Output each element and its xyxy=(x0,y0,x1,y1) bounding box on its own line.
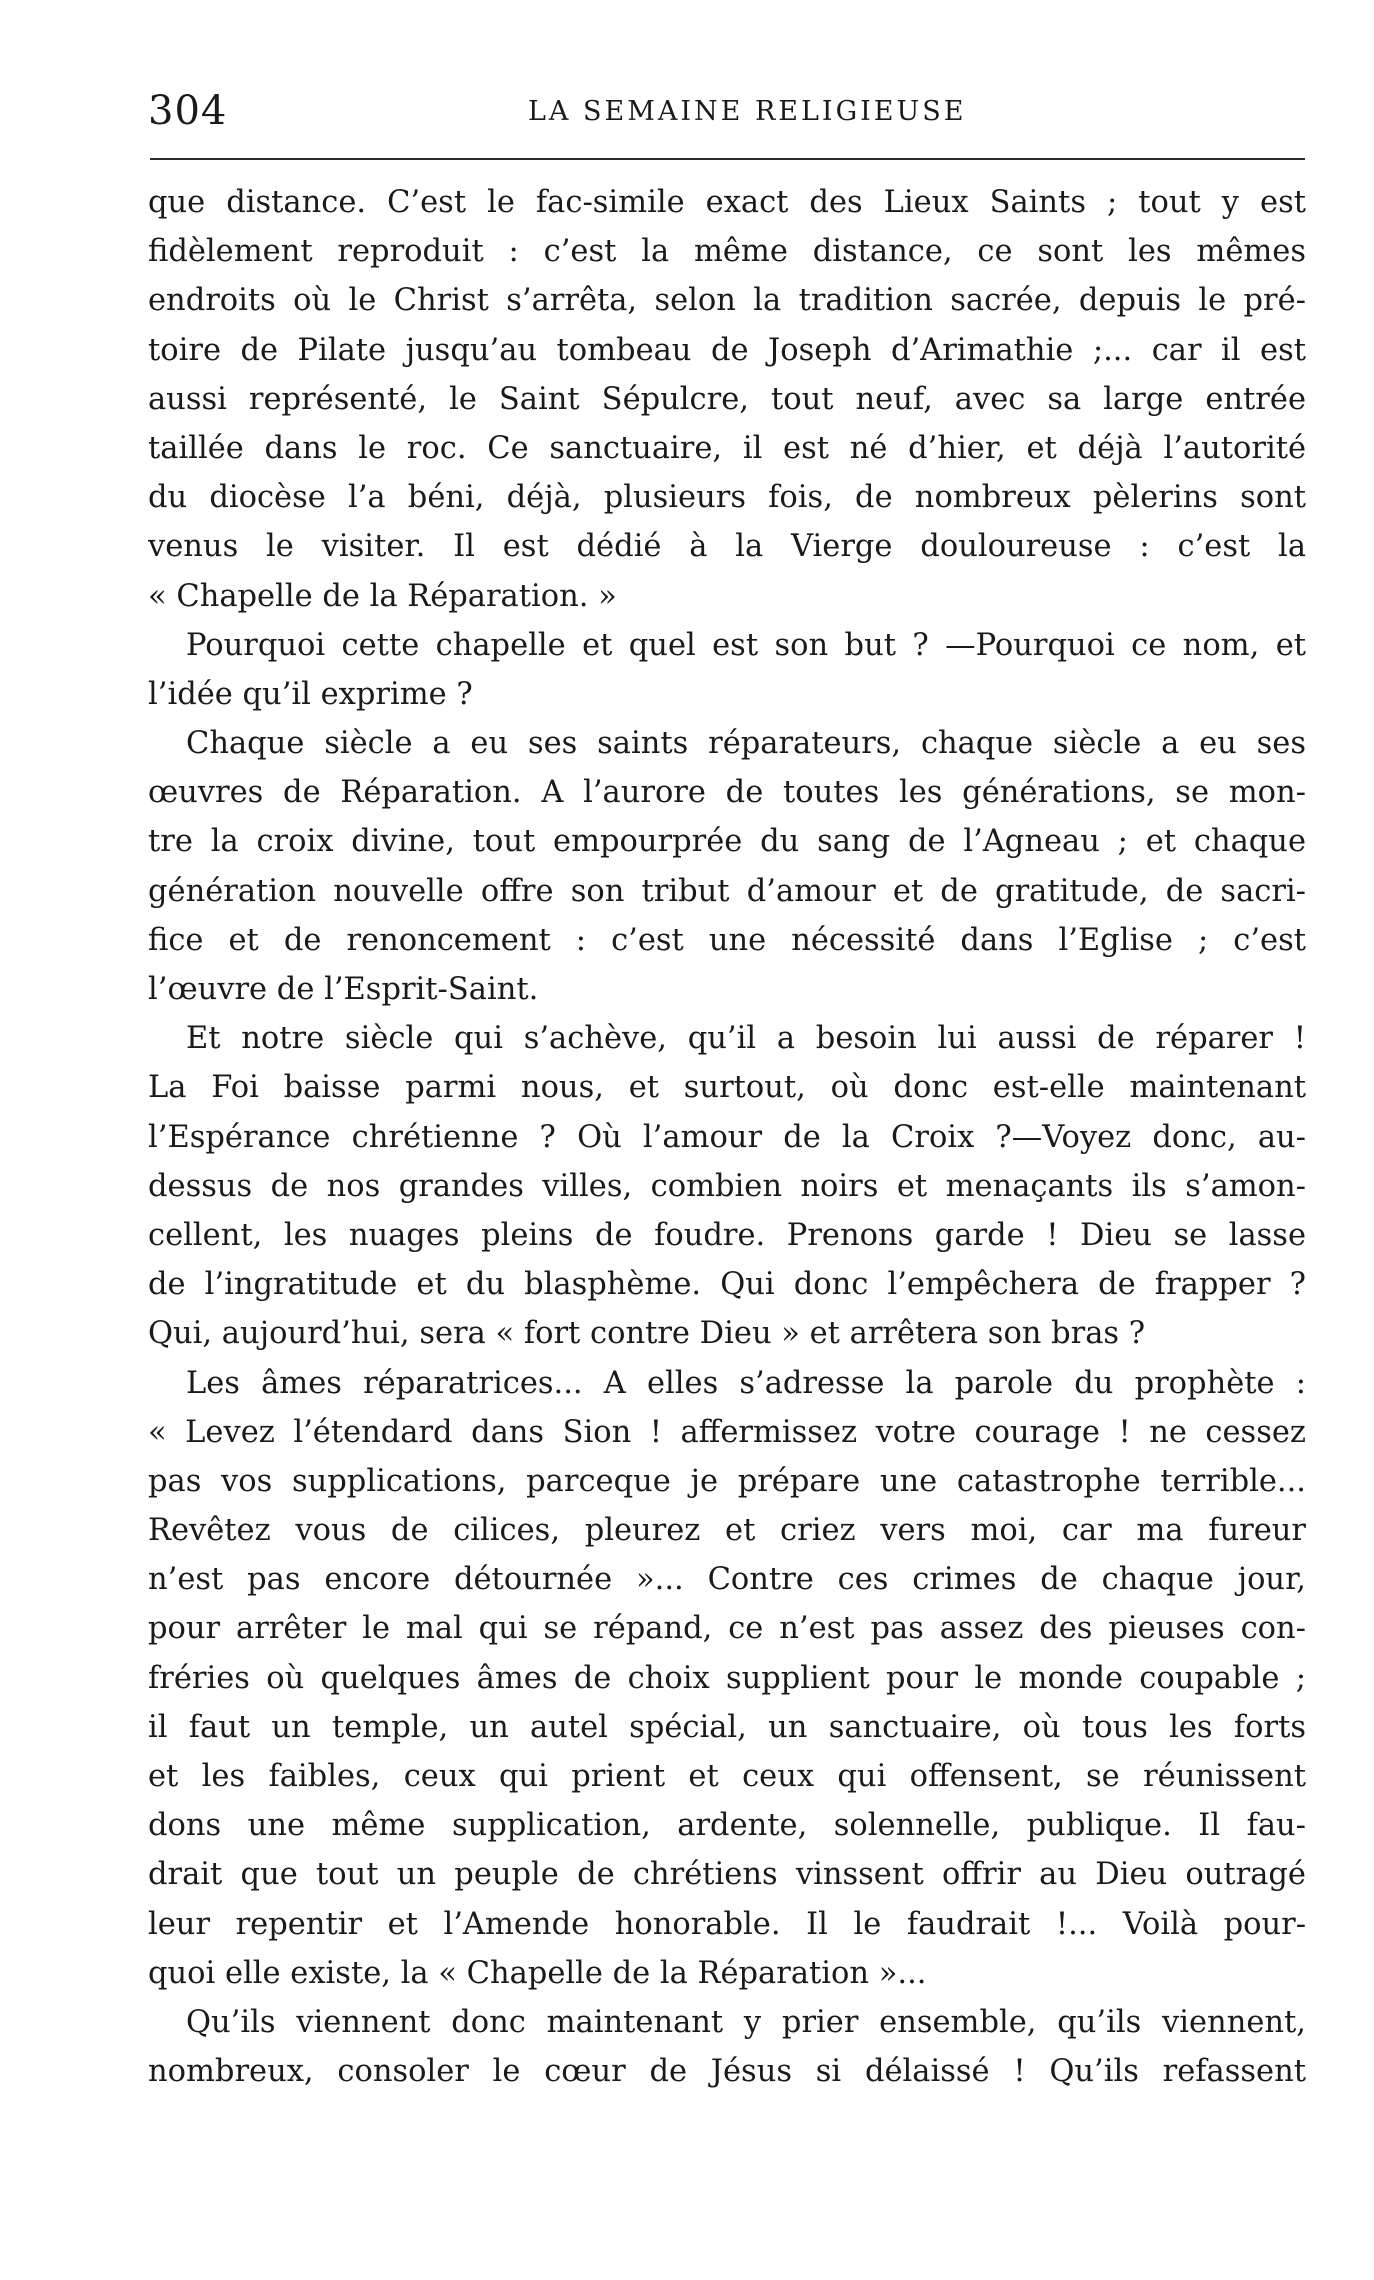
text-line: dons une même supplication, ardente, solennelle, publique. Il fau- xyxy=(148,1808,1306,1844)
text-line: leur repentir et l’Amende honorable. Il le faudrait !... Voilà pour- xyxy=(148,1906,1306,1942)
text-line: Revêtez vous de cilices, pleurez et criez vers moi, car ma fureur xyxy=(148,1513,1306,1549)
text-line: Chaque siècle a eu ses saints réparateurs, chaque siècle a eu ses xyxy=(186,726,1306,762)
body-text xyxy=(148,178,1306,2096)
text-line: l’idée qu’il exprime ? xyxy=(148,676,473,712)
text-line: fréries où quelques âmes de choix supplient pour le monde coupable ; xyxy=(148,1660,1306,1696)
text-line: endroits où le Christ s’arrêta, selon la tradition sacrée, depuis le pré- xyxy=(148,283,1306,319)
text-line: que distance. C’est le fac-simile exact des Lieux Saints ; tout y est xyxy=(148,185,1306,220)
text-line: n’est pas encore détournée »... Contre ces crimes de chaque jour, xyxy=(148,1562,1306,1598)
running-title: LA SEMAINE RELIGIEUSE xyxy=(528,96,967,127)
text-line: tre la croix divine, tout empourprée du sang de l’Agneau ; et chaque xyxy=(148,824,1306,860)
text-line: « Levez l’étendard dans Sion ! affermissez votre courage ! ne cessez xyxy=(148,1414,1306,1450)
text-line: du diocèse l’a béni, déjà, plusieurs fois, de nombreux pèlerins sont xyxy=(148,480,1306,516)
text-line: fidèlement reproduit : c’est la même distance, ce sont les mêmes xyxy=(148,234,1306,270)
text-line: toire de Pilate jusqu’au tombeau de Joseph d’Arimathie ;... car il est xyxy=(148,332,1306,368)
text-line: aussi représenté, le Saint Sépulcre, tout neuf, avec sa large entrée xyxy=(148,381,1306,417)
text-line: quoi elle existe, la « Chapelle de la Réparation »... xyxy=(148,1955,927,1991)
running-head xyxy=(148,88,1306,148)
text-line: Pourquoi cette chapelle et quel est son but ? —Pourquoi ce nom, et xyxy=(186,627,1306,663)
header-rule xyxy=(150,158,1305,160)
text-line: et les faibles, ceux qui prient et ceux qui offensent, se réunissent xyxy=(148,1759,1306,1794)
text-line: de l’ingratitude et du blasphème. Qui donc l’empêchera de frapper ? xyxy=(148,1267,1306,1303)
text-line: il faut un temple, un autel spécial, un sanctuaire, où tous les forts xyxy=(148,1709,1306,1745)
text-line: Les âmes réparatrices... A elles s’adresse la parole du prophète : xyxy=(186,1365,1306,1401)
text-line: cellent, les nuages pleins de foudre. Prenons garde ! Dieu se lasse xyxy=(148,1217,1306,1253)
text-line: pour arrêter le mal qui se répand, ce n’est pas assez des pieuses con- xyxy=(148,1611,1306,1647)
text-line: Et notre siècle qui s’achève, qu’il a besoin lui aussi de réparer ! xyxy=(186,1021,1306,1057)
text-line: venus le visiter. Il est dédié à la Vierge douloureuse : c’est la xyxy=(148,529,1306,565)
text-line: l’œuvre de l’Esprit-Saint. xyxy=(148,972,539,1007)
text-line: drait que tout un peuple de chrétiens vinssent offrir au Dieu outragé xyxy=(148,1857,1306,1893)
text-line: génération nouvelle offre son tribut d’amour et de gratitude, de sacri- xyxy=(148,873,1306,909)
text-line: Qui, aujourd’hui, sera « fort contre Dieu » et arrêtera son bras ? xyxy=(148,1316,1146,1352)
text-line: La Foi baisse parmi nous, et surtout, où donc est-elle maintenant xyxy=(148,1070,1306,1106)
page-number: 304 xyxy=(148,88,228,134)
text-line: Qu’ils viennent donc maintenant y prier ensemble, qu’ils viennent, xyxy=(186,2004,1306,2040)
text-line: pas vos supplications, parceque je prépare une catastrophe terrible... xyxy=(148,1463,1306,1499)
text-line: taillée dans le roc. Ce sanctuaire, il est né d’hier, et déjà l’autorité xyxy=(148,430,1306,466)
text-line: « Chapelle de la Réparation. » xyxy=(148,578,617,614)
text-line: œuvres de Réparation. A l’aurore de toutes les générations, se mon- xyxy=(148,775,1306,811)
text-line: dessus de nos grandes villes, combien noirs et menaçants ils s’amon- xyxy=(148,1168,1306,1204)
text-line: l’Espérance chrétienne ? Où l’amour de la Croix ?—Voyez donc, au- xyxy=(148,1119,1306,1155)
text-line: nombreux, consoler le cœur de Jésus si délaissé ! Qu’ils refassent xyxy=(148,2054,1306,2090)
text-line: fice et de renoncement : c’est une nécessité dans l’Eglise ; c’est xyxy=(148,922,1306,958)
